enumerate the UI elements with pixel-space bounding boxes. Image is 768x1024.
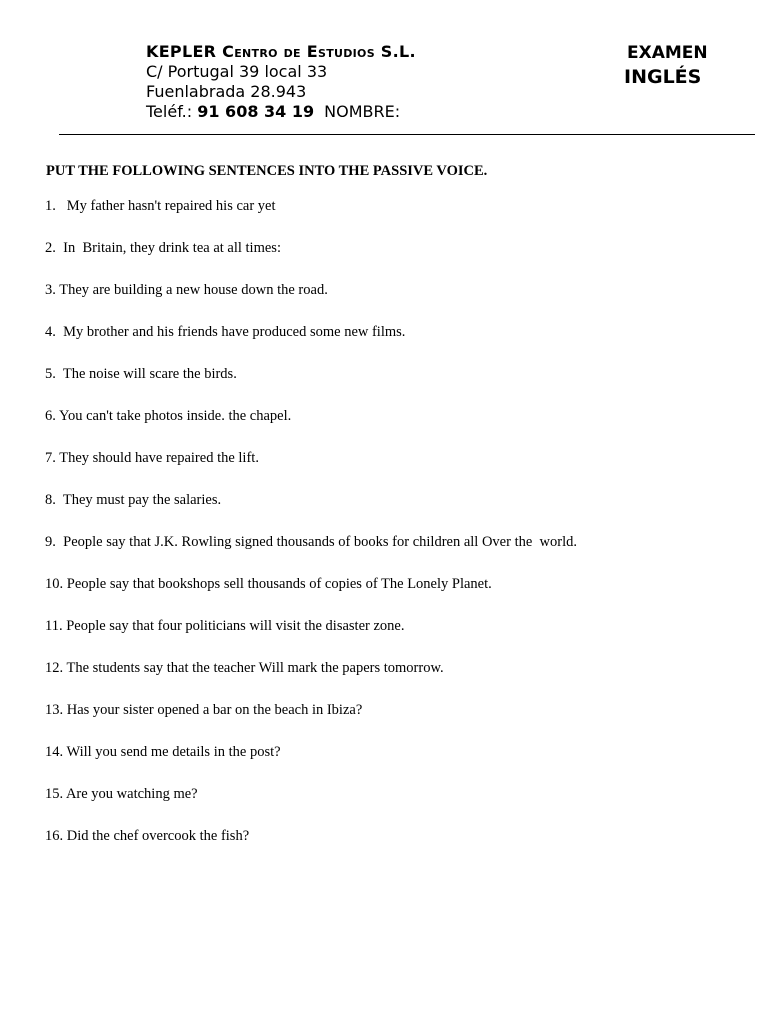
sentence-item: 7. They should have repaired the lift. [45,450,259,466]
instructions-heading: PUT THE FOLLOWING SENTENCES INTO THE PASSIVE VOICE. [46,163,488,179]
exam-title-block [624,42,724,90]
school-address: C/ Portugal 39 local 33 [146,62,328,81]
sentence-item: 16. Did the chef overcook the fish? [45,828,250,844]
sentence-item: 1. My father hasn't repaired his car yet [45,198,276,214]
school-name-smallcaps: Centro de Estudios [222,42,375,61]
name-label: NOMBRE: [324,102,401,121]
sentence-item: 13. Has your sister opened a bar on the beach in Ibiza? [45,702,363,718]
sentence-item: 6. You can't take photos inside. the chapel. [45,408,292,424]
sentence-list [45,196,577,868]
school-name-main: KEPLER [146,42,223,61]
sentence-item: 12. The students say that the teacher Will mark the papers tomorrow. [45,660,444,676]
sentence-item: 11. People say that four politicians will visit the disaster zone. [45,618,405,634]
phone-number: 91 608 34 19 [197,102,315,121]
school-city: Fuenlabrada 28.943 [146,82,307,101]
sentence-item: 4. My brother and his friends have produced some new films. [45,324,406,340]
sentence-item: 5. The noise will scare the birds. [45,366,237,382]
subject-label: INGLÉS [624,66,702,88]
school-name-tail: S.L. [374,42,416,61]
sentence-item: 9. People say that J.K. Rowling signed thousands of books for children all Over the world. [45,534,577,550]
sentence-item: 10. People say that bookshops sell thousands of copies of The Lonely Planet. [45,576,492,592]
school-name [146,42,416,62]
phone-label: Teléf.: [146,102,198,121]
sentence-item: 15. Are you watching me? [45,786,198,802]
sentence-item: 3. They are building a new house down the road. [45,282,328,298]
exam-label: EXAMEN [627,43,708,63]
sentence-item: 8. They must pay the salaries. [45,492,222,508]
school-header [146,42,416,122]
sentence-item: 14. Will you send me details in the post? [45,744,281,760]
phone-line [146,102,416,122]
header-divider [59,134,755,135]
sentence-item: 2. In Britain, they drink tea at all times: [45,240,281,256]
